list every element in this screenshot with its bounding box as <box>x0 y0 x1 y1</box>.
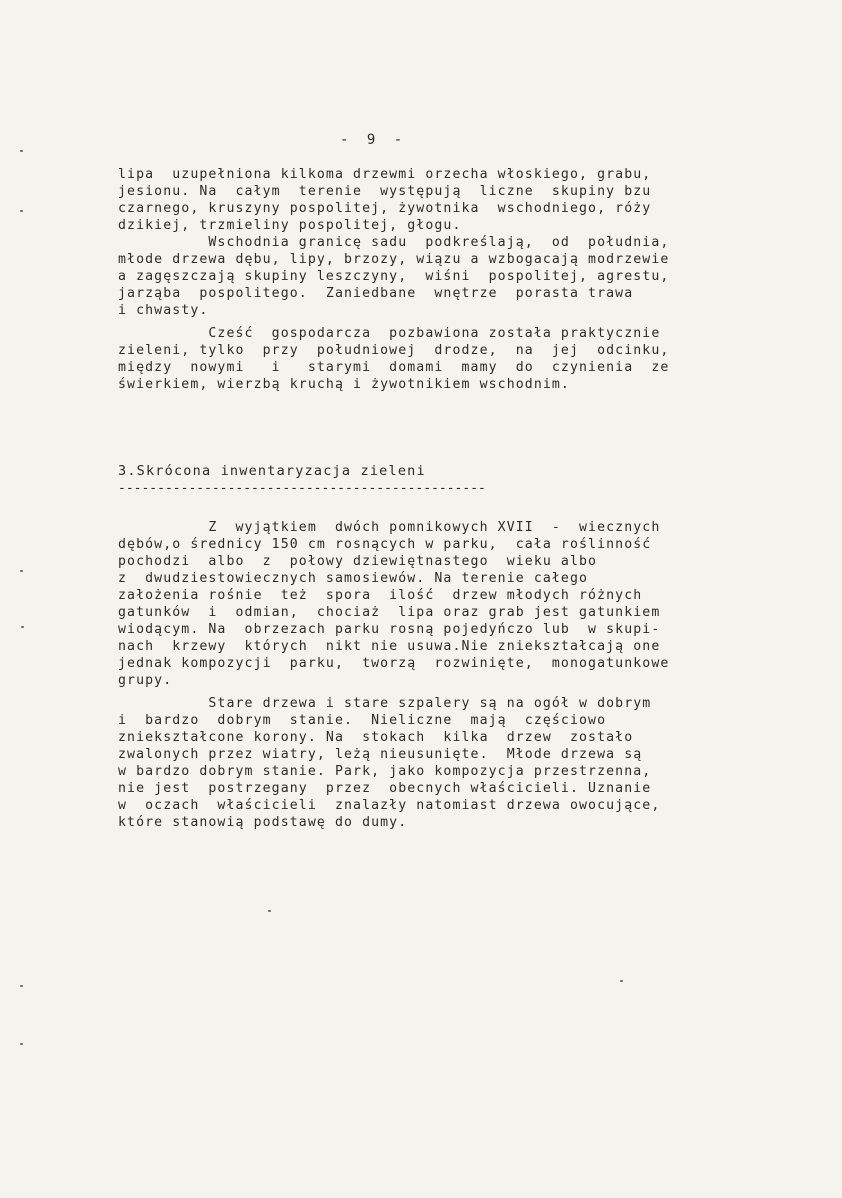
text-line: założenia rośnie też spora ilość drzew młodych różnych <box>118 588 643 603</box>
text-line: jarząba pospolitego. Zaniedbane wnętrze porasta trawa <box>118 286 634 301</box>
scan-speck <box>20 150 23 152</box>
text-line: Stare drzewa i stare szpalery są na ogół w dobrym <box>118 696 652 711</box>
text-line: Z wyjątkiem dwóch pomnikowych XVII - wiecznych <box>118 520 661 535</box>
text-line: zniekształcone korony. Na stokach kilka drzew zostało <box>118 730 634 745</box>
text-line: gatunków i odmian, chociaż lipa oraz grab jest gatunkiem <box>118 605 661 620</box>
text-line: jednak kompozycji parku, tworzą rozwinięte, monogatunkowe <box>118 656 670 671</box>
text-line: Wschodnia granicę sadu podkreślają, od południa, <box>118 235 670 250</box>
text-line: i chwasty. <box>118 303 209 318</box>
page-number: - 9 - <box>340 132 408 148</box>
text-line: młode drzewa dębu, lipy, brzozy, wiązu a wzbogacają modrzewie <box>118 252 670 267</box>
text-line: lipa uzupełniona kilkoma drzewmi orzecha włoskiego, grabu, <box>118 167 652 182</box>
text-line: świerkiem, wierzbą kruchą i żywotnikiem wschodnim. <box>118 377 570 392</box>
scan-speck <box>20 985 23 987</box>
text-line: wiodącym. Na obrzezach parku rosną pojedyńczo lub w skupi- <box>118 622 661 637</box>
scan-speck <box>20 210 23 212</box>
heading-underline: ----------------------------------------------- <box>118 481 486 496</box>
text-line: w oczach właścicieli znalazły natomiast drzewa owocujące, <box>118 798 661 813</box>
text-line: z dwudziestowiecznych samosiewów. Na terenie całego <box>118 571 589 586</box>
text-line: dzikiej, trzmieliny pospolitej, głogu. <box>118 218 462 233</box>
text-line: dębów,o średnicy 150 cm rosnących w parku, cała roślinność <box>118 537 652 552</box>
text-line: w bardzo dobrym stanie. Park, jako kompozycja przestrzenna, <box>118 764 652 779</box>
text-line: nie jest postrzegany przez obecnych właścicieli. Uznanie <box>118 781 652 796</box>
text-line: czarnego, kruszyny pospolitej, żywotnika wschodniego, róży <box>118 201 652 216</box>
scan-speck <box>268 910 271 912</box>
text-line: zwalonych przez wiatry, leżą nieusunięte. Młode drzewa są <box>118 747 643 762</box>
text-line: zieleni, tylko przy południowej drodze, na jej odcinku, <box>118 343 670 358</box>
text-line: grupy. <box>118 673 173 688</box>
section-heading: 3.Skrócona inwentaryzacja zieleni <box>118 463 426 479</box>
scan-speck <box>20 1043 23 1045</box>
text-line: i bardzo dobrym stanie. Nieliczne mają częściowo <box>118 713 607 728</box>
scan-speck <box>620 980 623 982</box>
text-line: Cześć gospodarcza pozbawiona została praktycznie <box>118 326 661 341</box>
text-line: pochodzi albo z połowy dziewiętnastego wieku albo <box>118 554 598 569</box>
text-line: jesionu. Na całym terenie występują liczne skupiny bzu <box>118 184 652 199</box>
text-line: a zagęszczają skupiny leszczyny, wiśni pospolitej, agrestu, <box>118 269 670 284</box>
text-line: nach krzewy których nikt nie usuwa.Nie zniekształcają one <box>118 639 661 654</box>
scan-speck <box>20 570 23 572</box>
text-line: które stanowią podstawę do dumy. <box>118 815 408 830</box>
scan-speck <box>21 626 24 628</box>
text-line: między nowymi i starymi domami mamy do czynienia ze <box>118 360 670 375</box>
